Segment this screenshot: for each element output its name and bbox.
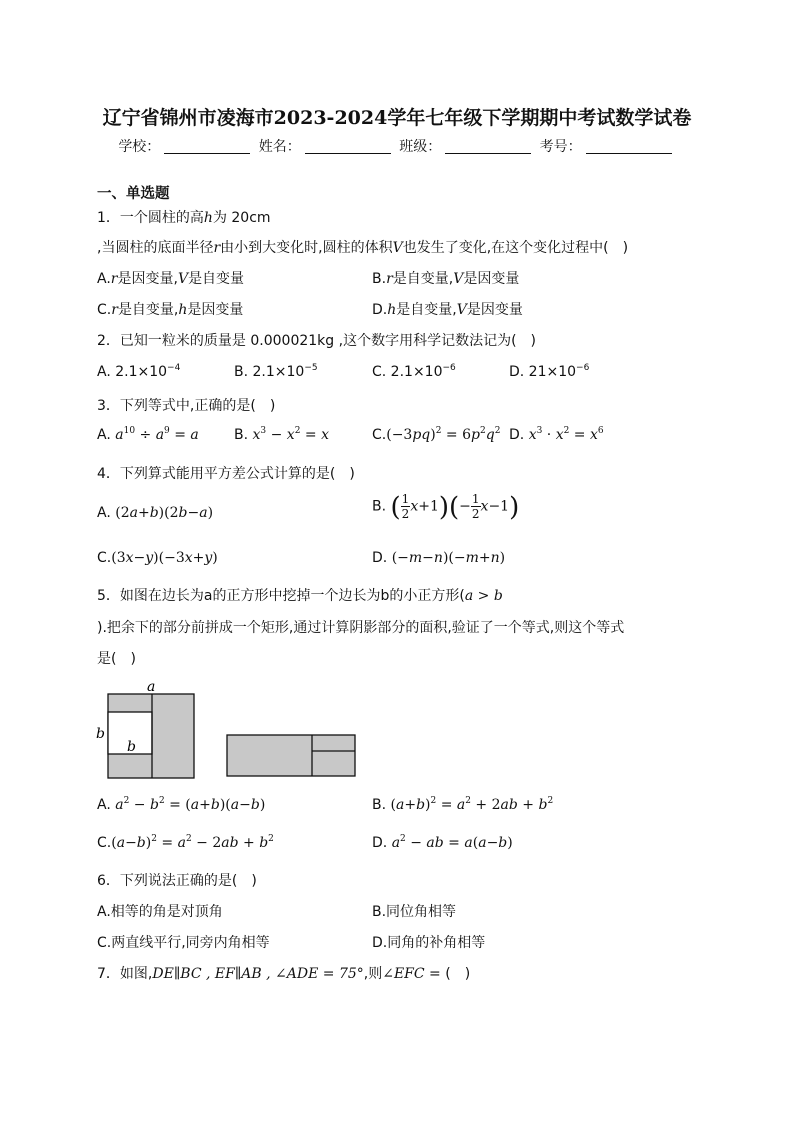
q5-stem-line1: 5．如图在边长为a的正方形中挖掉一个边长为b的小正方形(a > b	[97, 588, 503, 604]
school-blank	[164, 139, 250, 154]
q1-text: ,当圆柱的底面半径	[97, 240, 214, 256]
q5-option-a[interactable]: A. $a^2 - b^2 = (a+b)(a-b)$	[97, 796, 266, 813]
q1-option-c[interactable]: C.r是自变量,h是因变量	[97, 302, 244, 318]
label-b-side: b	[96, 726, 105, 742]
q3-stem: 3．下列等式中,正确的是( )	[97, 398, 276, 414]
q4-stem: 4．下列算式能用平方差公式计算的是( )	[97, 466, 355, 482]
q2-option-b[interactable]: B. $2.1\times 10^{-5}$	[234, 363, 318, 380]
q1-option-a[interactable]: A.r是因变量,V是自变量	[97, 271, 245, 287]
q3-option-b[interactable]: B. $x^3 - x^2 = x$	[234, 426, 329, 443]
section-heading: 一、单选题	[97, 186, 170, 202]
q5-figure	[90, 678, 370, 788]
q4-option-b[interactable]: B. ( $\frac{1}{2}$ x+1)(− $\frac{1}{2}$ x−1)	[372, 492, 520, 523]
q2-option-c[interactable]: C. $2.1\times 10^{-6}$	[372, 363, 456, 380]
q1-option-d[interactable]: D.h是自变量,V是因变量	[372, 302, 523, 318]
number-label: 考号：	[539, 139, 582, 155]
q5-stem-line3: 是( )	[97, 651, 136, 667]
q3-option-d[interactable]: D. $x^3 \cdot x^2 = x^6$	[509, 426, 604, 443]
q2-option-d[interactable]: D. $21\times 10^{-6}$	[509, 363, 590, 380]
class-label: 班级：	[399, 139, 442, 155]
q1-text: 也发生了变化,在这个变化过程中( )	[402, 240, 629, 256]
q1-text: 由小到大变化时,圆柱的体积	[220, 240, 393, 256]
q1-var-r: r	[213, 240, 221, 256]
label-b-inner: b	[127, 739, 136, 755]
q3-option-a[interactable]: A. $a^{10} \div a^9 = a$	[97, 426, 199, 443]
school-label: 学校：	[118, 139, 161, 155]
q1-text: 一个圆柱的高	[119, 210, 204, 226]
label-a: a	[147, 679, 156, 695]
q1-var-v: V	[392, 240, 403, 256]
student-info-row	[0, 136, 794, 156]
q5-option-d[interactable]: D. $a^2$ − ab = a(a−b)	[372, 834, 513, 851]
q6-option-b[interactable]: B.同位角相等	[372, 904, 457, 920]
q1-var-h: h	[203, 210, 213, 226]
q6-stem: 6．下列说法正确的是( )	[97, 873, 257, 889]
name-blank	[305, 139, 391, 154]
q2-option-a[interactable]: A. $2.1\times 10^{-4}$	[97, 363, 181, 380]
q5-stem-line2: ).把余下的部分前拼成一个矩形,通过计算阴影部分的面积,验证了一个等式,则这个等式	[97, 620, 625, 636]
q5-option-c[interactable]: $C.(a-b)^2 = a^2 - 2ab + b^2$	[97, 834, 274, 851]
q1-number: 1．	[97, 210, 120, 226]
q1-stem-line2	[97, 237, 628, 257]
q4-option-c[interactable]: C.(3x−y)(−3x+y)	[97, 550, 218, 566]
q1-text: 为 20cm	[212, 210, 271, 226]
q4-option-a[interactable]: A. (2a+b)(2b−a)	[97, 505, 214, 521]
q1-option-b[interactable]: B.r是自变量,V是因变量	[372, 271, 520, 287]
q2-stem: 2．已知一粒米的质量是 0.000021kg ,这个数字用科学记数法记为( )	[97, 333, 536, 349]
q4-option-d[interactable]: D. (−m−n)(−m+n)	[372, 550, 506, 566]
number-blank	[586, 139, 672, 154]
class-blank	[445, 139, 531, 154]
name-label: 姓名：	[258, 139, 301, 155]
q7-stem: 7．如图,DE∥BC , EF∥AB , ∠ADE = 75°,则∠EFC = ( )	[97, 966, 471, 982]
exam-title: 辽宁省锦州市凌海市2023-2024学年七年级下学期期中考试数学试卷	[102, 107, 692, 129]
q6-option-d[interactable]: D.同角的补角相等	[372, 935, 486, 951]
q6-option-c[interactable]: C.两直线平行,同旁内角相等	[97, 935, 270, 951]
q3-option-c[interactable]: $C.(-3pq)^2 = 6p^2q^2$	[372, 426, 501, 443]
q6-option-a[interactable]: A.相等的角是对顶角	[97, 904, 223, 920]
q1-stem-line1	[97, 207, 271, 227]
q5-option-b[interactable]: B. $(a+b)^2 = a^2 + 2ab + b^2$	[372, 796, 554, 813]
rearranged-rectangle	[227, 735, 355, 776]
